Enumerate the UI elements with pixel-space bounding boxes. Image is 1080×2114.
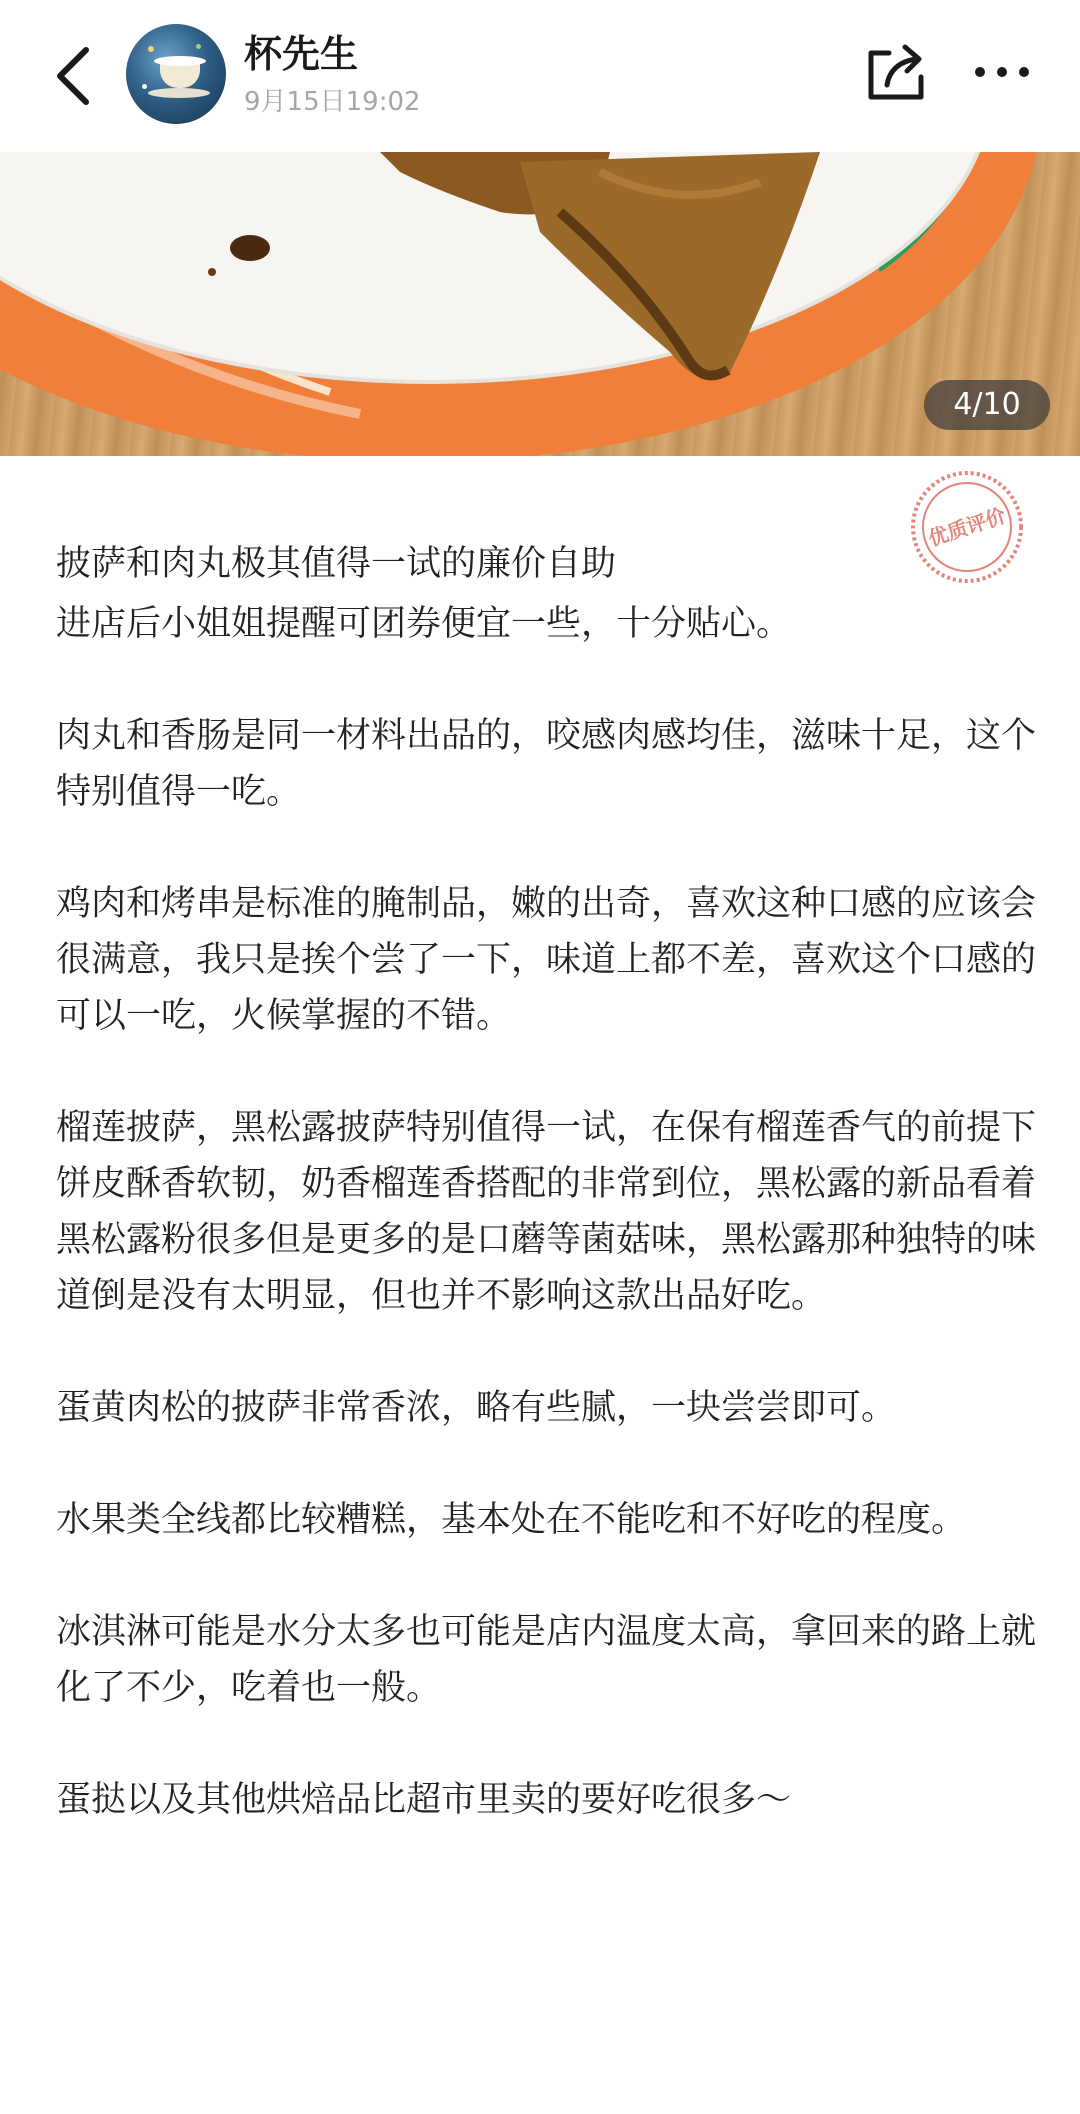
badge-text: 优质评价 [925, 503, 1009, 551]
share-button[interactable] [860, 36, 932, 108]
post-paragraph: 水果类全线都比较糟糕，基本处在不能吃和不好吃的程度。 [56, 1500, 967, 1540]
post-paragraph: 冰淇淋可能是水分太多也可能是店内温度太高，拿回来的路上就化了不少，吃着也一般。 [56, 1612, 1037, 1708]
post-paragraph: 肉丸和香肠是同一材料出品的，咬感肉感均佳，滋味十足，这个特别值得一吃。 [56, 716, 1037, 812]
more-button[interactable] [966, 36, 1038, 108]
image-counter: 4/10 [924, 380, 1050, 430]
username[interactable]: 杯先生 [244, 32, 359, 76]
more-dots-icon [972, 64, 1032, 80]
back-button[interactable] [40, 36, 104, 116]
chevron-left-icon [52, 44, 92, 108]
post-content [56, 536, 1046, 1828]
post-paragraph: 进店后小姐姐提醒可团券便宜一些，十分贴心。 [56, 604, 792, 644]
post-photo[interactable] [0, 152, 1080, 456]
header-bar [0, 0, 1080, 152]
post-paragraph: 榴莲披萨，黑松露披萨特别值得一试，在保有榴莲香气的前提下饼皮酥香软韧，奶香榴莲香搭配的非常到位，黑松露的新品看着黑松露粉很多但是更多的是口蘑等菌菇味，黑松露那种独特的味道倒是没有太明显，但也并不影响这款出品好吃。 [56, 1108, 1037, 1316]
post-paragraph: 蛋挞以及其他烘焙品比超市里卖的要好吃很多～ [56, 1780, 792, 1820]
post-paragraph: 鸡肉和烤串是标准的腌制品，嫩的出奇，喜欢这种口感的应该会很满意，我只是挨个尝了一下，味道上都不差，喜欢这个口感的可以一吃，火候掌握的不错。 [56, 884, 1037, 1036]
avatar[interactable] [126, 24, 226, 124]
post-paragraph: 蛋黄肉松的披萨非常香浓，略有些腻，一块尝尝即可。 [56, 1388, 897, 1428]
share-icon [865, 41, 927, 103]
post-time: 9月15日19:02 [244, 87, 421, 117]
post-title: 披萨和肉丸极其值得一试的廉价自助 [56, 544, 617, 584]
